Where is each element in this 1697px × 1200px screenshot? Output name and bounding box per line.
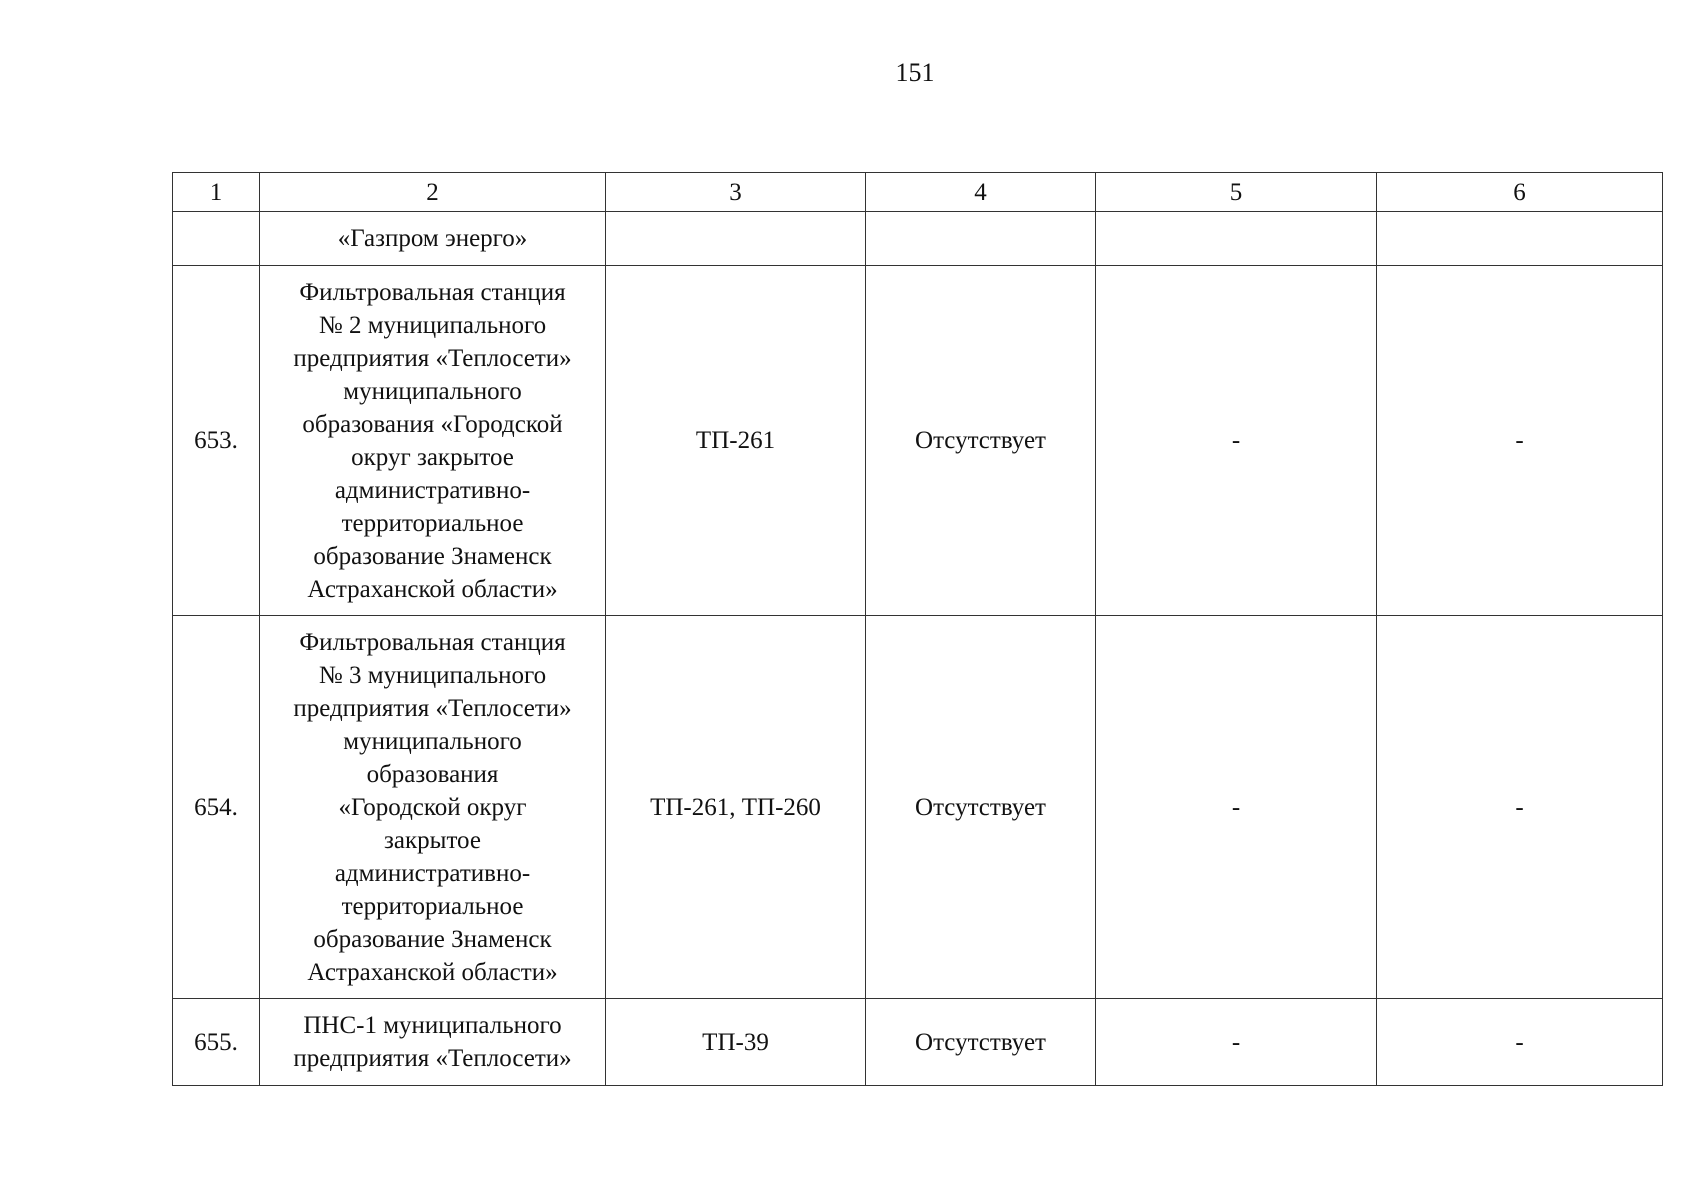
row-number-cell [173,212,260,266]
table-row [173,616,1663,999]
substation-cell: ТП-261, ТП-260 [606,616,866,999]
column-6-cell: - [1377,616,1663,999]
row-number-cell: 654. [173,616,260,999]
table-row [173,266,1663,616]
column-6-cell: - [1377,999,1663,1086]
column-5-cell: - [1096,999,1377,1086]
column-6-cell [1377,212,1663,266]
object-name-cell: ПНС-1 муниципального предприятия «Теплосети» [260,999,606,1086]
status-cell: Отсутствует [866,999,1096,1086]
row-number-cell: 655. [173,999,260,1086]
column-number-6: 6 [1377,173,1663,212]
status-cell: Отсутствует [866,616,1096,999]
table-row [173,999,1663,1086]
column-number-4: 4 [866,173,1096,212]
column-6-cell: - [1377,266,1663,616]
status-cell [866,212,1096,266]
column-number-5: 5 [1096,173,1377,212]
data-table [172,172,1663,1086]
substation-cell: ТП-39 [606,999,866,1086]
column-5-cell: - [1096,266,1377,616]
substation-cell: ТП-261 [606,266,866,616]
table-row [173,212,1663,266]
object-name-cell: Фильтровальная станция № 2 муниципального предприятия «Теплосети» муниципального образования «Городской округ закрытое административно- территориальное образование Знаменск Астраханской области» [260,266,606,616]
column-5-cell: - [1096,616,1377,999]
object-name-cell: «Газпром энерго» [260,212,606,266]
status-cell: Отсутствует [866,266,1096,616]
row-number-cell: 653. [173,266,260,616]
column-number-1: 1 [173,173,260,212]
page-number: 151 [895,58,935,87]
substation-cell [606,212,866,266]
object-name-cell: Фильтровальная станция № 3 муниципального предприятия «Теплосети» муниципального образования «Городской округ закрытое административно- территориальное образование Знаменск Астраханской области» [260,616,606,999]
column-number-2: 2 [260,173,606,212]
table-header-row [173,173,1663,212]
column-5-cell [1096,212,1377,266]
column-number-3: 3 [606,173,866,212]
